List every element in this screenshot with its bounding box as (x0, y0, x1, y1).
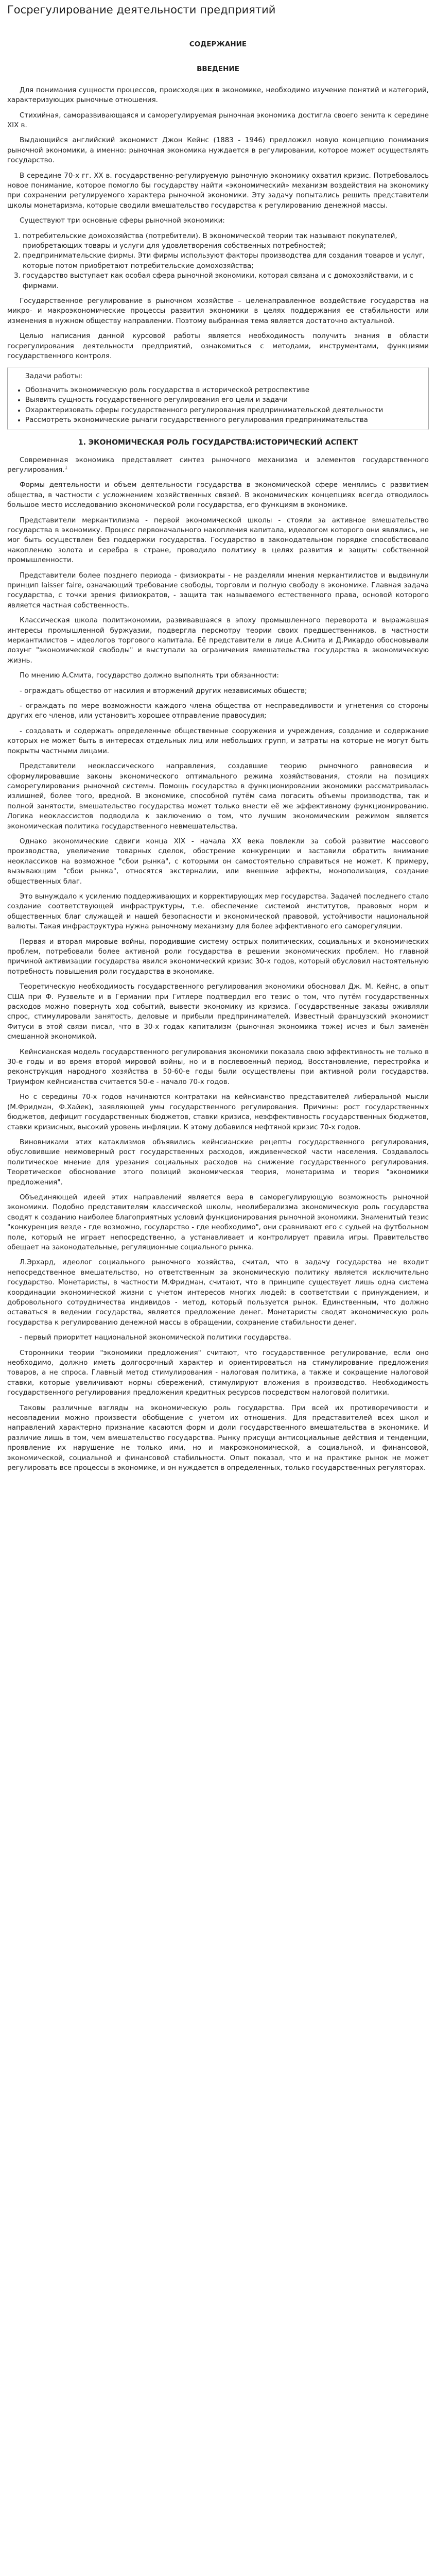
contents-heading: СОДЕРЖАНИЕ (189, 40, 247, 49)
paragraph: Целью написания данной курсовой работы является необходимость получить знания в области госрегулирования деятельности предприятий, ознакомиться с методами, инструментами, функциями государственного контроля. (7, 332, 429, 361)
spheres-list (7, 231, 429, 291)
paragraph: Первая и вторая мировые войны, породившие систему острых политических, социальных и экономических проблем, потребовали более активной роли государства в решении экономических проблем. Но главной причиной активизации государства явился экономический кризис 30-х годов, который обусловил настоятельную потребность повышения роли государства в экономике. (7, 938, 429, 976)
paragraph: Виновниками этих катаклизмов объявились кейнсианские рецепты государственного регулирования, обусловившие неимоверный рост государственных расходов, иждивенческой части населения. Создавалось политическое мнение для урезания социальных расходов на снижение государственного регулирования. Теоретическое обоснование этого позиций экономическая теория, монетаризма и теория "экономики предложения". (7, 1138, 429, 1187)
list-item: • Обозначить экономическую роль государства в исторической ретроспективе (25, 385, 423, 395)
paragraph: Классическая школа политэкономии, развивавшаяся в эпоху промышленного переворота и выражавшая интересы промышленной буржуазии, подвергла персмотру теории своих предшественников, в частности меркантилистов – идеологов торгового капитала. Её представители в лице А.Смита и Д.Рикардо обосновывали лозунг "экономической свободы" и выступали за ограничения вмешательства государства в экономическую жизнь. (7, 617, 429, 665)
paragraph: Представители меркантилизма - первой экономической школы - стояли за активное вмешательство государства в экономику. Процесс первоначального накопления капитала, идеологом которого они являлись, не мог быть осуществлен без поддержки государства. Государство в законодательном порядке способствовало накоплению золота и серебра в стране, проводило политику в целях развития и защиты собственной промышленности. (7, 516, 429, 565)
list-item: • Охарактеризовать сферы государственного регулирования предпринимательской деятельности (25, 405, 423, 415)
paragraph: Кейнсианская модель государственного регулирования экономики показала свою эффективность не только в 30-е годы и во время второй мировой войны, но и в послевоенный период. Восстановление, перестройка и реконструкция народного хозяйства в 50-60-е годы были осуществлены при активной роли государства. Триумфом кейнсианства считается 50-е - начало 70-х годов. (7, 1048, 429, 1086)
tasks-list (14, 385, 423, 426)
chapter-heading: 1. ЭКОНОМИЧЕСКАЯ РОЛЬ ГОСУДАРСТВА:ИСТОРИЧЕСКИЙ АСПЕКТ (78, 438, 358, 447)
paragraph: Существуют три основные сферы рыночной экономики: (20, 217, 225, 225)
paragraph: Таковы различные взгляды на экономическую роль государства. При всей их противоречивости и несовпадении можно произвести обобщение с учетом их отношения. Для представителей всех школ и направлений характерно признание касаются форм и доли государственного вмешательства в экономике. И различие лишь в том, чем вмешательство государства. Рынку присущи антисоциальные действия и тенденции, проявление их нарушение не только ими, но и макроэкономической, а социальной, и финансовой, экономической, социальной и финансовой стабильности. Опыт показал, что и на практике рынок не может регулировать все процессы в экономике, и он нуждается в определенных, только государственных регуляторах. (7, 1404, 429, 1472)
list-item: 3. государство выступает как особая сфера рыночной экономики, которая связана и с домохозяйствами, и с фирмами. (23, 271, 429, 291)
paragraph: В середине 70-х гг. XX в. государственно-регулируемую рыночную экономику охватил кризис. Потребовалось новое понимание, которое помогло бы государству найти «экономический» механизм воздействия на экономику при сохранении регулируемого характера рыночной экономики. Эту задачу попытались решить представители школы монетаризма, которые сводили вмешательство государства к регулированию денежной массы. (7, 172, 429, 210)
paragraph: Объединяющей идеей этих направлений является вера в саморегулирующую возможность рыночной экономики. Подобно представителям классической школы, неолиберализма экономическую роль государства сводят к созданию наиболее благоприятных условий функционирования рыночной экономики. Знаменитый тезис "конкуренция везде - где возможно, государство - где необходимо", они сравнивают его с судьей на футбольном поле, который не играет непосредственно, а устанавливает и контролирует правила игры. Правительство обещает на законодательные, регуляционные социального рынка. (7, 1193, 429, 1251)
paragraph: Для понимания сущности процессов, происходящих в экономике, необходимо изучение понятий и категорий, характеризующих рыночные отношения. (7, 86, 429, 105)
paragraph: Представители более позднего периода - физиократы - не разделяли мнения меркантилистов и выдвинули принцип laisser faire, означающий требование свободы, торговли и полную свободу в экономике. Главная задача государства, с точки зрения физиократов, - защита так называемого естественного права, основой которого является частная собственность. (7, 571, 429, 609)
paragraph: Государственное регулирование в рыночном хозяйстве – целенаправленное воздействие государства на микро- и макроэкономические процессы развития экономики в целях поддержания ее стабильности или изменения в нужном обществу направлении. Поэтому выбранная тема является достаточно актуальной. (7, 297, 429, 325)
paragraph: Но с середины 70-х годов начинаются контратаки на кейнсианство представителей либеральной мысли (М.Фридман, Ф.Хайек), заявляющей умы государственного регулирования. Причины: рост государственных бюджетов, дефицит государственных бюджетов, ставки кризиса, неэффективность государственных бюджетов, ставки кризисных, высокий уровень инфляции. К этому добавился нефтяной кризис 70-х годов. (7, 1093, 429, 1131)
paragraph: Однако экономические сдвиги конца XIX - начала XX века повлекли за собой развитие массового производства, увеличение товарных сделок, обострение конкуренции и заставили обратить внимание неоклассиков на возможное "сбои рынка", с которыми он самостоятельно справиться не может. К примеру, вызывающим "сбои рынка", относятся экстерналии, или внешние эффекты, монополизация, создание общественных благ. (7, 837, 429, 886)
paragraph: По мнению А.Смита, государство должно выполнять три обязанности: (20, 672, 279, 680)
paragraph-text: Современная экономика представляет синтез рыночного механизма и элементов государственного регулирования. (7, 456, 429, 474)
paragraph: Выдающийся английский экономист Джон Кейнс (1883 - 1946) предложил новую концепцию понимания рыночной экономики, а именно: рыночная экономика нуждается в регулировании, которое может осуществлять государство. (7, 137, 429, 165)
paragraph: - ограждать общество от насилия и вторжений других независимых обществ; (20, 687, 307, 695)
list-item: • Выявить сущность государственного регулирования его цели и задачи (25, 395, 423, 405)
paragraph: Стихийная, саморазвивающаяся и саморегулируемая рыночная экономика достигла своего зенита к середине XIX в. (7, 111, 429, 129)
paragraph: Это вынуждало к усилению поддерживающих и корректирующих мер государства. Задачей последнего стало создание соответствующей инфраструктуры, т.е. обеспечение системой институтов, правовых норм и общественных благ служащей и нашей безопасности и экономической правовой, устойчивости национальной валюты. Такая инфраструктура нужна рыночному механизму для более эффективного его саморегуляции. (7, 892, 429, 931)
intro-heading: ВВЕДЕНИЕ (197, 64, 239, 73)
page-title: Госрегулирование деятельности предприятий (7, 4, 276, 16)
paragraph: - создавать и содержать определенные общественные сооружения и учреждения, создание и содержание которых не может быть в интересах отдельных лиц или небольших групп, и затраты на которые не могут быть покрыты частными лицами. (7, 727, 429, 755)
list-item: 2. предпринимательские фирмы. Эти фирмы используют факторы производства для создания товаров и услуг, которые потом приобретают потребительские домохозяйства; (23, 251, 429, 271)
paragraph: - первый приоритет национальной экономической политики государства. (20, 1334, 291, 1342)
tasks-label: Задачи работы: (25, 372, 83, 380)
list-item: • Рассмотреть экономические рычаги государственного регулирования предпринимательства (25, 415, 423, 425)
paragraph (7, 455, 429, 476)
paragraph: Формы деятельности и объем деятельности государства в экономической сфере менялись с развитием общества, в частности с усложнением хозяйственных связей. В экономических концепциях всегда отводилось большое место исследованию экономической роли государства, его функциям в экономике. (7, 481, 429, 510)
paragraph: Л.Эрхард, идеолог социального рыночного хозяйства, считал, что в задачу государства не входит непосредственное вмешательство, но ответственным за экономическую политику является исключительно государство. Монетаристы, в частности М.Фридман, считают, что в принципе существует лишь одна система координации экономической жизни с учетом интересов многих людей: в соответствии с принуждением, и добровольного сотрудничества индивидов - метод, который пользуется рынок. Единственным, что должно оставаться в ведении государства, является предложение денег. Монетаристы сводят экономическую роль государства к регулированию денежной массы в обращении, сохранение стабильности денег. (7, 1259, 429, 1327)
footnote-marker: 1 (64, 465, 68, 471)
tasks-box (7, 367, 429, 430)
paragraph: Представители неоклассического направления, создавшие теорию рыночного равновесия и сформулировавшие законы экономического оптимального режима хозяйствования, стояли на позициях саморегулирования рыночной системы. Помощь государства в функционировании экономики рассматривалась излишней, более того, вредной. В экономике, способной путём сама погасить объемы производства, так и полной занятости, вмешательство государства может только внести её же эффективному функционированию. Логика неоклассистов подводила к заключению о том, что лучшим экономическим режимом является экономическая политика государственного невмешательства. (7, 762, 429, 831)
paragraph: - ограждать по мере возможности каждого члена общества от несправедливости и угнетения со стороны других его членов, или установить хорошее отправление правосудия; (7, 702, 429, 720)
paragraph: Теоретическую необходимость государственного регулирования экономики обосновал Дж. М. Кейнс, а опыт США при Ф. Рузвельте и в Германии при Гитлере подтвердил его тезис о том, что путём государственных расходов можно повернуть ход событий, вывести экономику из кризиса. Государственные заказы оживляли спрос, стимулировали занятость, деловые и прибыли предпринимателей. Известный французский экономист Фитуси в этой связи писал, что в 30-х годах капитализм (рыночная экономика тоже) исчез и был заменён смешанной экономикой. (7, 983, 429, 1041)
paragraph: Сторонники теории "экономики предложения" считают, что государственное регулирование, если оно необходимо, должно иметь долгосрочный характер и ориентироваться на стимулирование предложения товаров, а не спроса. Главный метод стимулирования - налоговая политика, а также и сокращение налоговой ставки, которые увеличивают нормы сбережений, стимулируют вложения в производство. Необходимость государственного регулирования предложения кредитных ресурсов посредством налоговой политики. (7, 1349, 429, 1397)
list-item: 1. потребительские домохозяйства (потребители). В экономической теории так называют покупателей, приобретающих товары и услуги для удовлетворения собственных потребностей; (23, 231, 429, 251)
